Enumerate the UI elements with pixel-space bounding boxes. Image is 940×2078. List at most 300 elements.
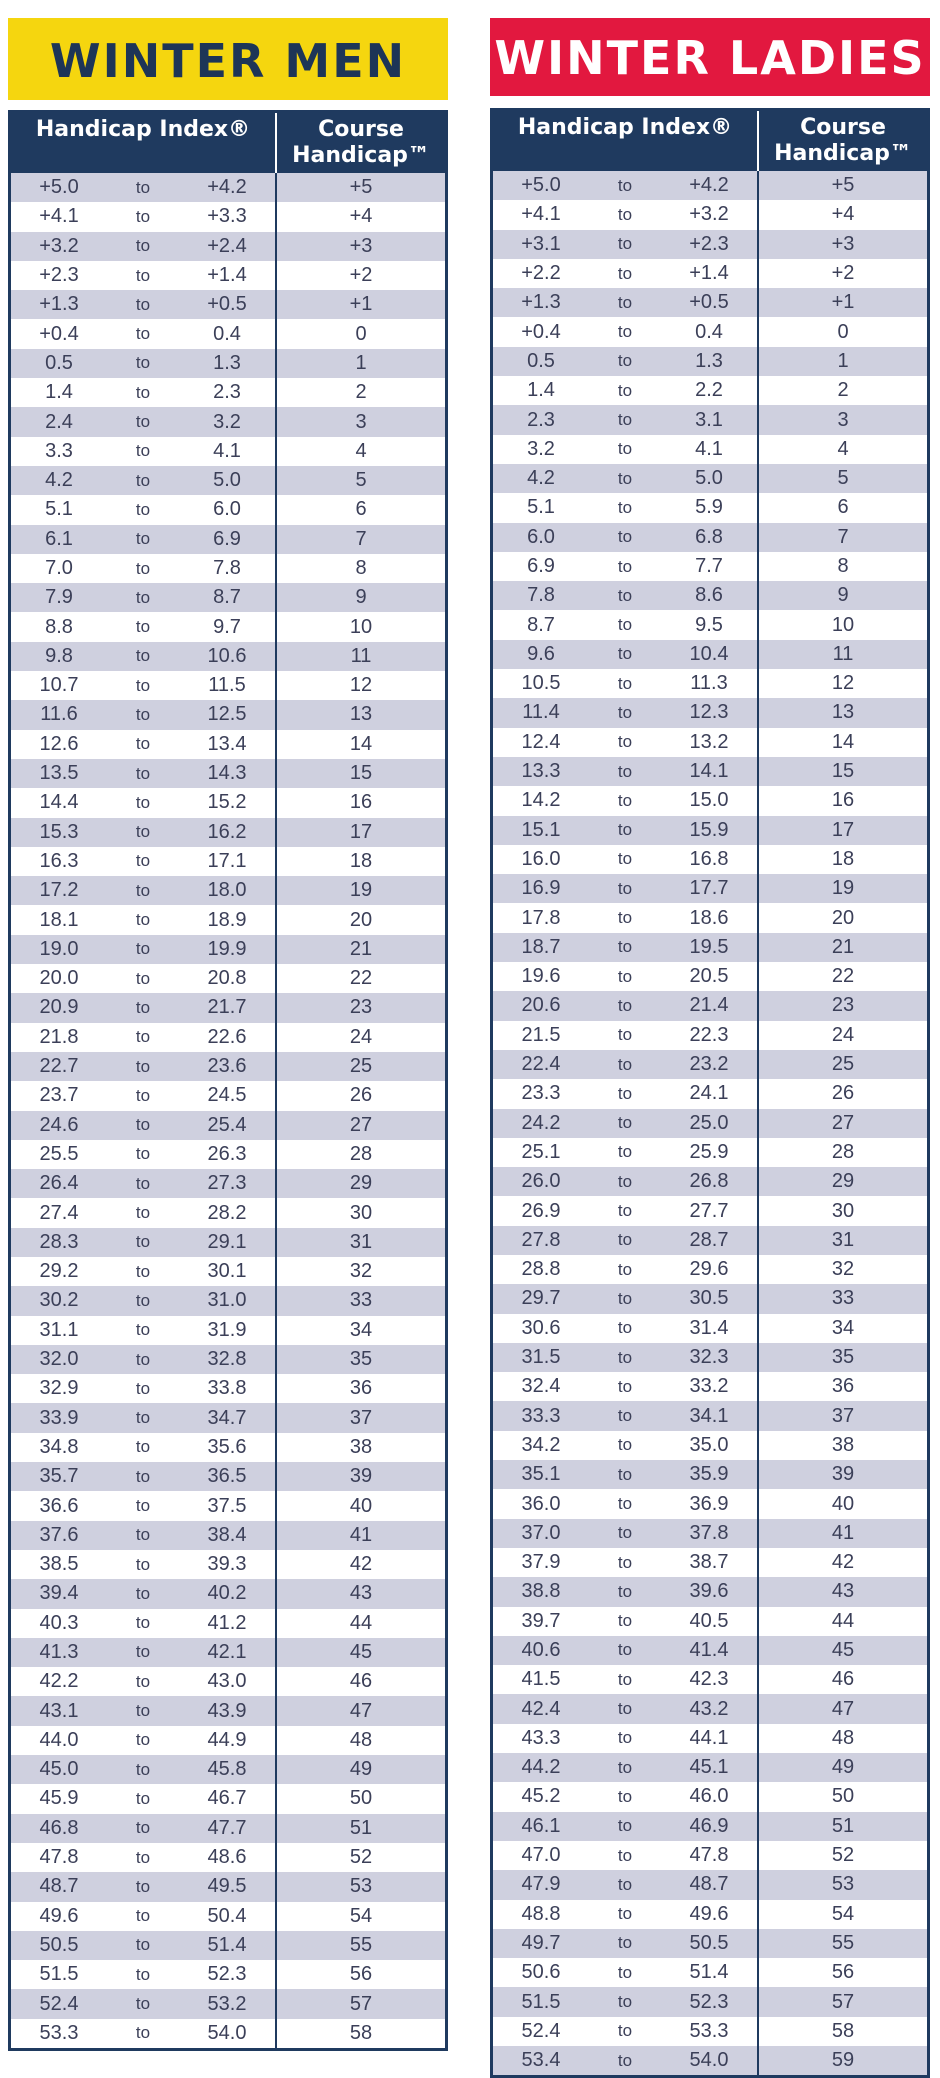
to-label: to (135, 1320, 151, 1340)
course-handicap-header: Course Handicap™ (774, 115, 912, 166)
index-to: 24.5 (207, 1084, 247, 1107)
to-label: to (135, 1173, 151, 1193)
to-label: to (617, 732, 633, 752)
course-handicap: 7 (757, 523, 927, 552)
index-from: +3.2 (39, 234, 79, 257)
index-from: 20.9 (39, 996, 79, 1019)
to-label: to (617, 1757, 633, 1777)
index-to: +1.4 (689, 262, 729, 285)
course-handicap: 11 (275, 642, 445, 671)
index-to: 42.3 (689, 1668, 729, 1691)
index-to: 6.9 (213, 527, 241, 550)
to-label: to (135, 646, 151, 666)
table-row (493, 962, 927, 991)
index-from: 50.6 (521, 1961, 561, 1984)
index-to: 43.0 (207, 1670, 247, 1693)
index-from: 18.7 (521, 935, 561, 958)
index-from: 29.7 (521, 1287, 561, 1310)
to-label: to (135, 1437, 151, 1457)
index-to: 17.1 (207, 849, 247, 872)
to-label: to (135, 1701, 151, 1721)
index-from: 16.9 (521, 877, 561, 900)
course-handicap: 49 (757, 1753, 927, 1782)
index-from: 32.9 (39, 1377, 79, 1400)
winter-ladies-rows (493, 171, 927, 2075)
table-row (11, 759, 445, 788)
course-handicap: 25 (757, 1050, 927, 1079)
course-handicap: 25 (275, 1052, 445, 1081)
index-to: 39.3 (207, 1553, 247, 1576)
index-from: +3.1 (521, 232, 561, 255)
course-handicap: 51 (757, 1812, 927, 1841)
table-row (11, 1345, 445, 1374)
index-from: 7.0 (45, 557, 73, 579)
index-from: 8.7 (527, 613, 555, 636)
course-handicap: 47 (275, 1696, 445, 1725)
index-from: 9.6 (527, 642, 555, 665)
table-row (11, 993, 445, 1022)
index-from: 41.3 (39, 1640, 79, 1663)
table-row (493, 2017, 927, 2046)
index-from: 7.8 (527, 584, 555, 607)
index-to: 47.7 (207, 1816, 247, 1839)
index-from: +4.1 (521, 203, 561, 226)
index-to: 31.9 (207, 1318, 247, 1341)
course-handicap: 34 (757, 1314, 927, 1343)
table-row (11, 1843, 445, 1872)
index-from: +0.4 (39, 322, 79, 345)
to-label: to (135, 558, 151, 578)
index-to: 21.4 (689, 994, 729, 1017)
index-from: 36.6 (39, 1494, 79, 1517)
to-label: to (617, 937, 633, 957)
course-handicap: 36 (275, 1374, 445, 1403)
index-from: 35.1 (521, 1463, 561, 1486)
index-from: 20.6 (521, 994, 561, 1017)
index-from: 49.6 (39, 1904, 79, 1927)
to-label: to (135, 968, 151, 988)
index-to: 39.6 (689, 1580, 729, 1603)
table-row (11, 290, 445, 319)
course-handicap: 18 (757, 845, 927, 874)
index-from: 18.1 (39, 908, 79, 931)
course-handicap: 46 (275, 1667, 445, 1696)
course-handicap: 43 (275, 1579, 445, 1608)
index-from: 31.1 (39, 1318, 79, 1341)
to-label: to (617, 1581, 633, 1601)
index-from: 24.6 (39, 1113, 79, 1136)
table-header (11, 113, 445, 173)
to-label: to (135, 265, 151, 285)
course-handicap: 5 (757, 464, 927, 493)
table-row (11, 1872, 445, 1901)
index-to: 24.1 (689, 1082, 729, 1105)
course-handicap: 23 (757, 991, 927, 1020)
table-row (493, 405, 927, 434)
index-to: 10.4 (689, 642, 729, 665)
index-to: 15.9 (689, 818, 729, 841)
index-to: 5.9 (695, 496, 723, 519)
table-row (11, 642, 445, 671)
table-row (11, 1257, 445, 1286)
index-from: 11.4 (522, 701, 560, 724)
index-to: 31.0 (207, 1289, 247, 1312)
table-row (11, 1755, 445, 1784)
to-label: to (135, 1759, 151, 1779)
to-label: to (135, 1554, 151, 1574)
course-handicap: 12 (757, 669, 927, 698)
course-handicap: 14 (275, 730, 445, 759)
index-to: 28.7 (689, 1228, 729, 1251)
table-row (493, 1665, 927, 1694)
index-from: +1.3 (39, 293, 79, 316)
index-from: 6.9 (527, 555, 555, 577)
to-label: to (617, 1054, 633, 1074)
to-label: to (135, 1144, 151, 1164)
to-label: to (617, 1728, 633, 1748)
table-row (11, 1462, 445, 1491)
index-to: 7.7 (695, 555, 723, 577)
to-label: to (617, 322, 633, 342)
index-from: +1.3 (521, 291, 561, 314)
course-handicap: 15 (757, 757, 927, 786)
to-label: to (617, 1933, 633, 1953)
to-label: to (135, 997, 151, 1017)
index-to: 32.3 (689, 1346, 729, 1369)
table-row (11, 173, 445, 202)
table-row (493, 581, 927, 610)
index-to: 8.6 (695, 584, 723, 607)
course-handicap: 2 (757, 376, 927, 405)
table-row (493, 1636, 927, 1665)
index-from: 43.1 (39, 1699, 79, 1722)
index-to: 38.7 (689, 1551, 729, 1574)
index-to: 17.7 (689, 877, 729, 900)
course-handicap: +4 (275, 202, 445, 231)
to-label: to (617, 1083, 633, 1103)
to-label: to (135, 294, 151, 314)
index-from: 26.4 (39, 1172, 79, 1195)
index-to: 13.4 (207, 732, 247, 755)
index-from: 47.0 (521, 1844, 561, 1867)
to-label: to (617, 1874, 633, 1894)
index-from: 10.5 (521, 672, 561, 695)
index-from: 52.4 (39, 1992, 79, 2015)
table-row (11, 378, 445, 407)
course-handicap: 8 (757, 552, 927, 581)
winter-men-title: WINTER MEN (8, 18, 448, 100)
to-label: to (135, 1056, 151, 1076)
handicap-index-header: Handicap Index® (11, 113, 277, 173)
index-from: 34.2 (521, 1433, 561, 1456)
index-from: 30.2 (39, 1289, 79, 1312)
index-to: 51.4 (689, 1961, 729, 1984)
index-to: 6.8 (695, 525, 723, 548)
index-to: 0.4 (695, 320, 723, 343)
index-from: 38.8 (521, 1580, 561, 1603)
index-to: 43.2 (689, 1697, 729, 1720)
index-from: 35.7 (39, 1465, 79, 1488)
to-label: to (135, 441, 151, 461)
table-row (11, 1989, 445, 2018)
table-row (493, 1021, 927, 1050)
index-to: 46.7 (207, 1787, 247, 1810)
to-label: to (617, 1376, 633, 1396)
index-from: 8.8 (45, 615, 73, 638)
to-label: to (617, 1786, 633, 1806)
index-to: 29.6 (689, 1258, 729, 1281)
course-handicap: +3 (757, 230, 927, 259)
table-row (493, 493, 927, 522)
table-row (493, 933, 927, 962)
table-row (493, 523, 927, 552)
index-from: 16.0 (521, 847, 561, 870)
index-to: 37.8 (689, 1521, 729, 1544)
to-label: to (617, 527, 633, 547)
index-to: 16.8 (689, 847, 729, 870)
winter-men-table (8, 110, 448, 2051)
index-to: 36.5 (207, 1465, 247, 1488)
to-label: to (617, 439, 633, 459)
index-to: 35.9 (689, 1463, 729, 1486)
course-handicap: 13 (757, 698, 927, 727)
to-label: to (135, 1290, 151, 1310)
course-handicap: 20 (757, 903, 927, 932)
index-to: 49.5 (207, 1875, 247, 1898)
course-handicap: 40 (275, 1491, 445, 1520)
index-from: 34.8 (39, 1435, 79, 1458)
index-from: 37.0 (521, 1521, 561, 1544)
course-handicap: 0 (275, 319, 445, 348)
to-label: to (617, 1025, 633, 1045)
index-to: 21.7 (207, 996, 247, 1019)
to-label: to (135, 851, 151, 871)
course-handicap: 55 (757, 1929, 927, 1958)
table-row (493, 1196, 927, 1225)
index-to: 48.7 (689, 1873, 729, 1896)
table-row (493, 1753, 927, 1782)
course-handicap-header: Course Handicap™ (292, 117, 430, 168)
course-handicap: +1 (757, 288, 927, 317)
course-handicap: 38 (275, 1433, 445, 1462)
index-from: +4.1 (39, 205, 79, 228)
table-row (11, 1696, 445, 1725)
index-from: 13.5 (39, 762, 79, 785)
course-handicap: 50 (757, 1782, 927, 1811)
course-handicap: 1 (757, 347, 927, 376)
index-from: 27.4 (39, 1201, 79, 1224)
course-handicap: 13 (275, 700, 445, 729)
to-label: to (617, 615, 633, 635)
course-handicap: +3 (275, 232, 445, 261)
table-row (493, 874, 927, 903)
index-from: 41.5 (521, 1668, 561, 1691)
table-row (493, 786, 927, 815)
to-label: to (135, 617, 151, 637)
index-to: 40.5 (689, 1609, 729, 1632)
table-row (493, 1167, 927, 1196)
to-label: to (135, 1349, 151, 1369)
to-label: to (617, 1640, 633, 1660)
index-from: 14.2 (521, 789, 561, 812)
course-handicap: 56 (757, 1958, 927, 1987)
index-to: 41.4 (689, 1638, 729, 1661)
course-handicap: 16 (757, 786, 927, 815)
table-row (11, 1374, 445, 1403)
index-from: 37.6 (39, 1523, 79, 1546)
course-handicap: +1 (275, 290, 445, 319)
index-to: 0.4 (213, 322, 241, 345)
course-handicap: 34 (275, 1316, 445, 1345)
course-handicap: 39 (757, 1460, 927, 1489)
table-row (11, 1521, 445, 1550)
winter-ladies-table (490, 108, 930, 2078)
table-row (11, 349, 445, 378)
to-label: to (617, 1259, 633, 1279)
index-to: 36.9 (689, 1492, 729, 1515)
course-handicap: 1 (275, 349, 445, 378)
to-label: to (135, 353, 151, 373)
to-label: to (617, 1845, 633, 1865)
table-row (11, 1638, 445, 1667)
to-label: to (135, 1085, 151, 1105)
to-label: to (135, 1788, 151, 1808)
table-row (493, 669, 927, 698)
to-label: to (135, 1730, 151, 1750)
index-from: 44.2 (521, 1756, 561, 1779)
index-to: +4.2 (689, 174, 729, 197)
course-handicap: 20 (275, 905, 445, 934)
course-handicap: 21 (757, 933, 927, 962)
index-from: 1.4 (527, 379, 555, 402)
course-handicap: 41 (275, 1521, 445, 1550)
index-to: 2.3 (213, 381, 241, 404)
to-label: to (135, 675, 151, 695)
index-from: 39.7 (521, 1609, 561, 1632)
table-row (493, 200, 927, 229)
to-label: to (617, 849, 633, 869)
index-from: 49.7 (521, 1931, 561, 1954)
index-to: 29.1 (207, 1230, 247, 1253)
to-label: to (617, 234, 633, 254)
course-handicap: 3 (275, 407, 445, 436)
to-label: to (617, 1113, 633, 1133)
index-from: 32.0 (39, 1348, 79, 1371)
index-to: 42.1 (207, 1640, 247, 1663)
course-handicap: 19 (275, 876, 445, 905)
to-label: to (135, 1583, 151, 1603)
to-label: to (617, 1669, 633, 1689)
to-label: to (617, 1904, 633, 1924)
index-from: 36.0 (521, 1492, 561, 1515)
table-row (11, 935, 445, 964)
table-row (493, 1284, 927, 1313)
index-to: 12.5 (207, 703, 247, 726)
table-row (11, 1111, 445, 1140)
index-from: 12.4 (521, 730, 561, 753)
index-from: 53.3 (39, 2021, 79, 2044)
to-label: to (135, 792, 151, 812)
to-label: to (617, 175, 633, 195)
table-row (11, 1403, 445, 1432)
to-label: to (617, 761, 633, 781)
to-label: to (617, 1699, 633, 1719)
index-to: 48.6 (207, 1846, 247, 1869)
index-to: 41.2 (207, 1611, 247, 1634)
table-row (11, 232, 445, 261)
table-row (493, 1577, 927, 1606)
table-row (11, 1931, 445, 1960)
index-to: 27.7 (689, 1199, 729, 1222)
to-label: to (135, 1613, 151, 1633)
course-handicap: 29 (275, 1169, 445, 1198)
index-from: 2.4 (45, 410, 73, 433)
course-handicap: +5 (757, 171, 927, 200)
index-from: 5.1 (527, 496, 555, 519)
index-to: +0.5 (207, 293, 247, 316)
to-label: to (135, 499, 151, 519)
course-handicap: 36 (757, 1372, 927, 1401)
course-handicap: +5 (275, 173, 445, 202)
course-handicap: 22 (275, 964, 445, 993)
table-row (493, 1548, 927, 1577)
index-to: 14.1 (689, 760, 729, 783)
course-handicap: 58 (275, 2019, 445, 2048)
course-handicap: 0 (757, 317, 927, 346)
index-from: 23.3 (521, 1082, 561, 1105)
table-row (11, 818, 445, 847)
index-from: 21.5 (521, 1023, 561, 1046)
course-handicap: 31 (757, 1226, 927, 1255)
index-to: 4.1 (213, 439, 241, 462)
to-label: to (617, 2021, 633, 2041)
index-to: 54.0 (689, 2049, 729, 2072)
table-row (493, 1050, 927, 1079)
to-label: to (135, 1847, 151, 1867)
table-row (493, 1343, 927, 1372)
table-row (493, 1109, 927, 1138)
table-row (11, 1140, 445, 1169)
to-label: to (617, 878, 633, 898)
to-label: to (617, 263, 633, 283)
index-from: 45.2 (521, 1785, 561, 1808)
index-to: +2.3 (689, 232, 729, 255)
index-from: 31.5 (521, 1346, 561, 1369)
to-label: to (617, 995, 633, 1015)
course-handicap: 33 (275, 1286, 445, 1315)
course-handicap: 5 (275, 466, 445, 495)
table-row (493, 698, 927, 727)
course-handicap: 18 (275, 847, 445, 876)
course-handicap: 17 (275, 818, 445, 847)
index-from: 20.0 (39, 967, 79, 990)
course-handicap: 59 (757, 2046, 927, 2075)
course-handicap: 44 (757, 1607, 927, 1636)
to-label: to (617, 410, 633, 430)
course-handicap: 28 (275, 1140, 445, 1169)
index-to: 2.2 (695, 379, 723, 402)
index-to: +3.2 (689, 203, 729, 226)
index-from: 17.8 (521, 906, 561, 929)
course-handicap: 19 (757, 874, 927, 903)
table-row (11, 583, 445, 612)
table-row (11, 671, 445, 700)
to-label: to (617, 1347, 633, 1367)
index-from: 6.0 (527, 525, 555, 548)
to-label: to (617, 1464, 633, 1484)
table-row (493, 1519, 927, 1548)
table-row (11, 1491, 445, 1520)
